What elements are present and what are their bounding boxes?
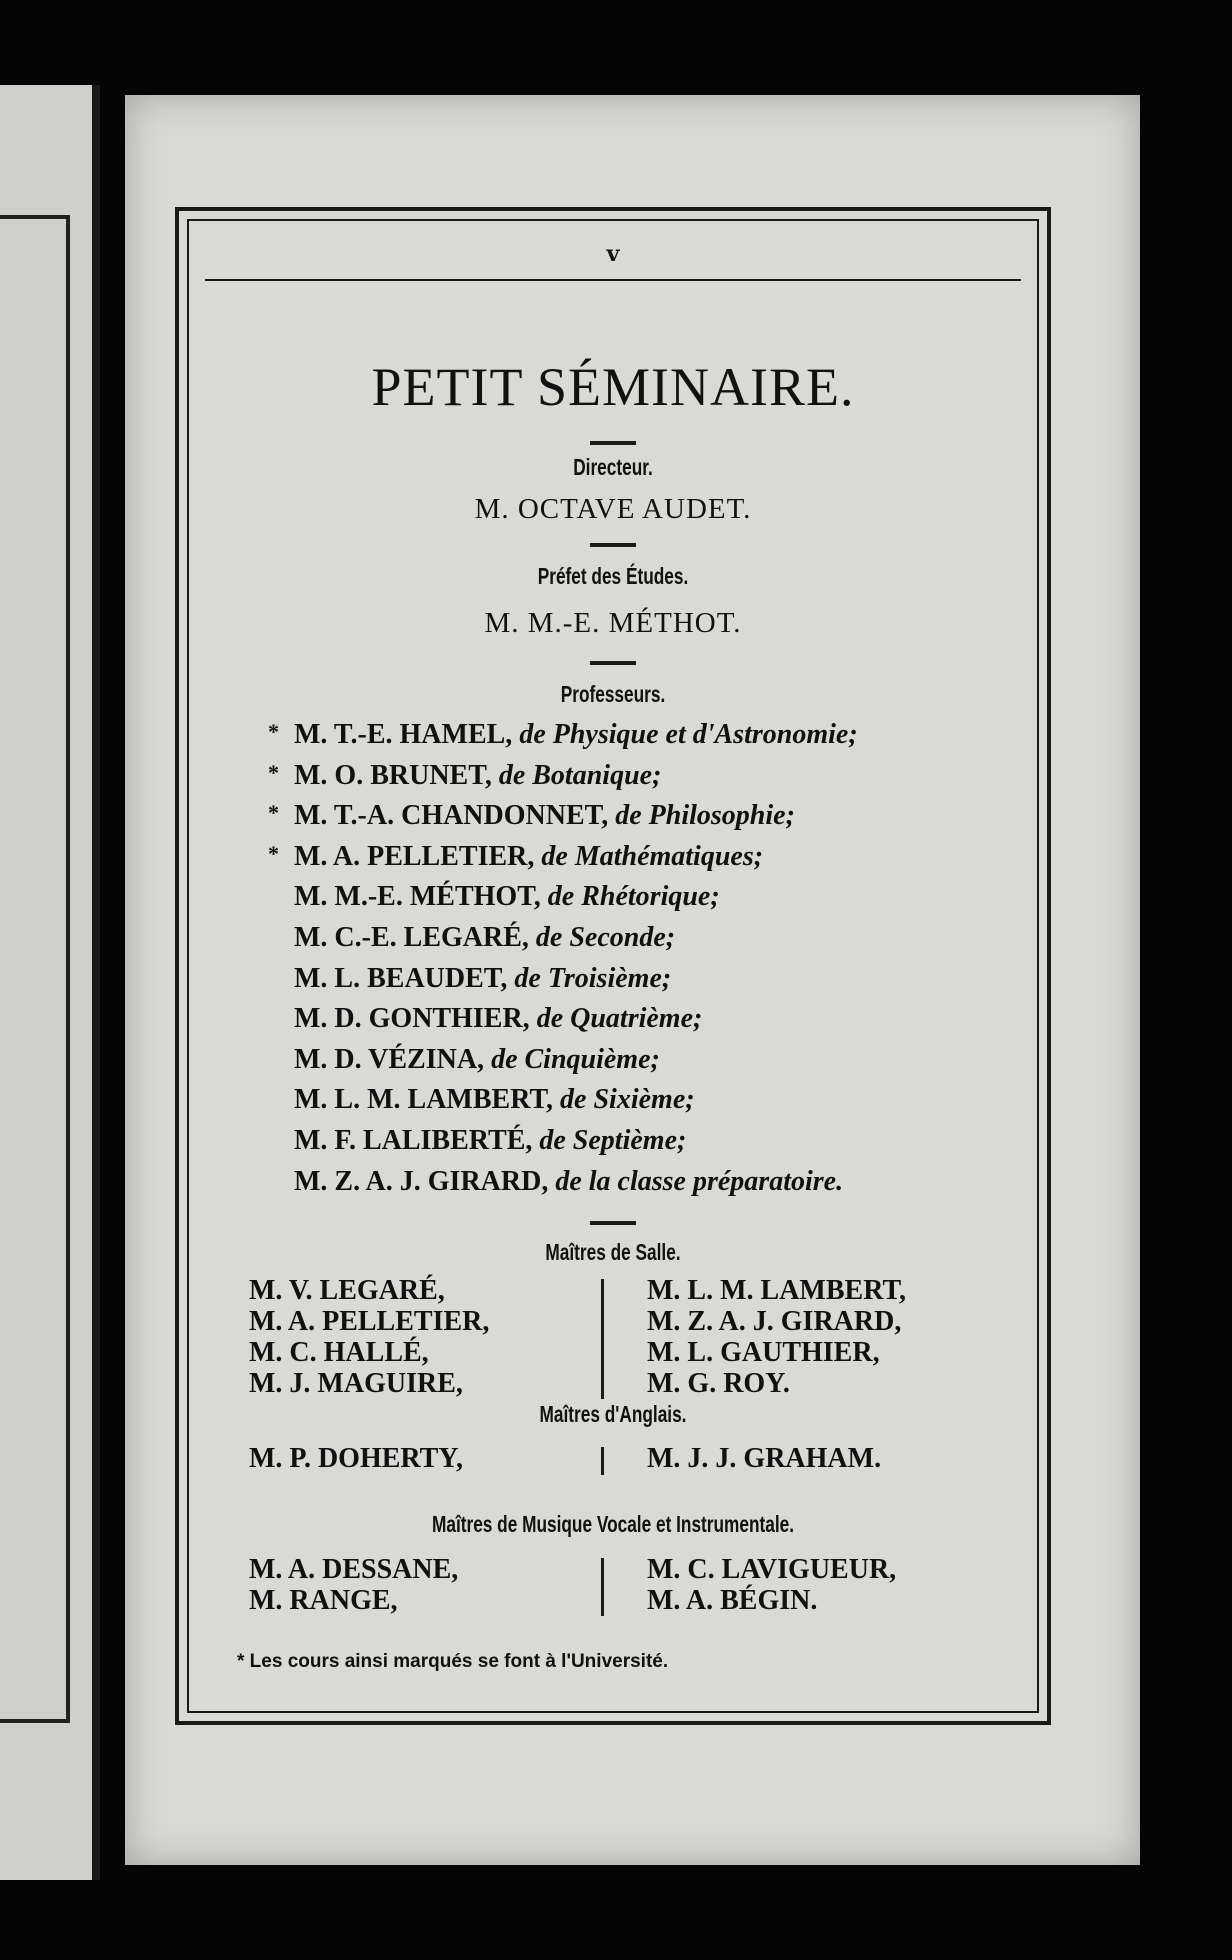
page-title: PETIT SÉMINAIRE.	[371, 357, 855, 417]
list-item: M. V. LEGARÉ,	[249, 1275, 445, 1306]
list-item: M. Z. A. J. GIRARD, de la classe préparatoire.	[294, 1165, 844, 1197]
list-item: M. C. HALLÉ,	[249, 1337, 429, 1368]
list-item: * M. T.-A. CHANDONNET, de Philosophie;	[268, 800, 795, 832]
list-item: M. A. BÉGIN.	[647, 1585, 818, 1616]
maitres-salle-left	[249, 1275, 489, 1399]
separator-rule	[590, 543, 636, 547]
list-item: * M. O. BRUNET, de Botanique;	[268, 759, 662, 791]
directeur-name: M. OCTAVE AUDET.	[474, 493, 752, 525]
list-item: M. G. ROY.	[647, 1368, 790, 1399]
header-rule	[205, 279, 1021, 281]
list-item: M. C. LAVIGUEUR,	[647, 1554, 897, 1585]
maitres-anglais-left	[249, 1443, 463, 1474]
maitres-musique-right	[647, 1554, 896, 1616]
list-item: M. L. M. LAMBERT, de Sixième;	[294, 1084, 695, 1116]
page-frame-inner	[187, 219, 1039, 1713]
separator-rule	[590, 441, 636, 445]
page-content	[189, 221, 1037, 1711]
list-item: M. D. VÉZINA, de Cinquième;	[294, 1043, 660, 1075]
list-item: M. P. DOHERTY,	[249, 1443, 463, 1474]
maitres-anglais-label: Maîtres d'Anglais.	[539, 1401, 687, 1427]
maitres-musique-label: Maîtres de Musique Vocale et Instrumentale.	[431, 1511, 795, 1537]
list-item: * M. A. PELLETIER, de Mathématiques;	[268, 840, 764, 872]
maitres-anglais-right	[647, 1443, 881, 1474]
prefet-label: Préfet des Études.	[537, 563, 689, 589]
separator-rule	[590, 1221, 636, 1225]
separator-rule	[590, 661, 636, 665]
footnote: * Les cours ainsi marqués se font à l'Université.	[237, 1651, 669, 1672]
maitres-salle-label: Maîtres de Salle.	[545, 1239, 681, 1265]
list-item: M. M.-E. MÉTHOT, de Rhétorique;	[294, 881, 720, 913]
list-item: M. RANGE,	[249, 1585, 398, 1616]
column-divider	[601, 1447, 604, 1475]
directeur-label: Directeur.	[573, 454, 653, 480]
list-item: M. F. LALIBERTÉ, de Septième;	[294, 1124, 687, 1156]
maitres-salle-right	[647, 1275, 906, 1399]
professeurs-list	[268, 719, 1014, 1206]
document-page	[125, 95, 1140, 1865]
column-divider	[601, 1558, 604, 1616]
list-item: * M. T.-E. HAMEL, de Physique et d'Astronomie;	[268, 719, 858, 750]
page-number: v	[606, 241, 620, 267]
list-item: M. L. M. LAMBERT,	[647, 1275, 907, 1306]
maitres-musique-left	[249, 1554, 458, 1616]
professeurs-label: Professeurs.	[560, 681, 666, 707]
list-item: M. J. MAGUIRE,	[249, 1368, 463, 1399]
list-item: M. Z. A. J. GIRARD,	[647, 1306, 902, 1337]
left-facing-page	[0, 85, 100, 1880]
list-item: M. A. PELLETIER,	[249, 1306, 490, 1337]
list-item: M. L. GAUTHIER,	[647, 1337, 880, 1368]
list-item: M. L. BEAUDET, de Troisième;	[294, 962, 672, 994]
page-frame-outer	[175, 207, 1051, 1725]
list-item: M. J. J. GRAHAM.	[647, 1443, 882, 1474]
prefet-name: M. M.-E. MÉTHOT.	[484, 607, 742, 639]
list-item: M. C.-E. LEGARÉ, de Seconde;	[294, 921, 676, 953]
column-divider	[601, 1279, 604, 1399]
list-item: M. D. GONTHIER, de Quatrième;	[294, 1003, 703, 1035]
left-page-frame	[0, 215, 70, 1723]
list-item: M. A. DESSANE,	[249, 1554, 459, 1585]
